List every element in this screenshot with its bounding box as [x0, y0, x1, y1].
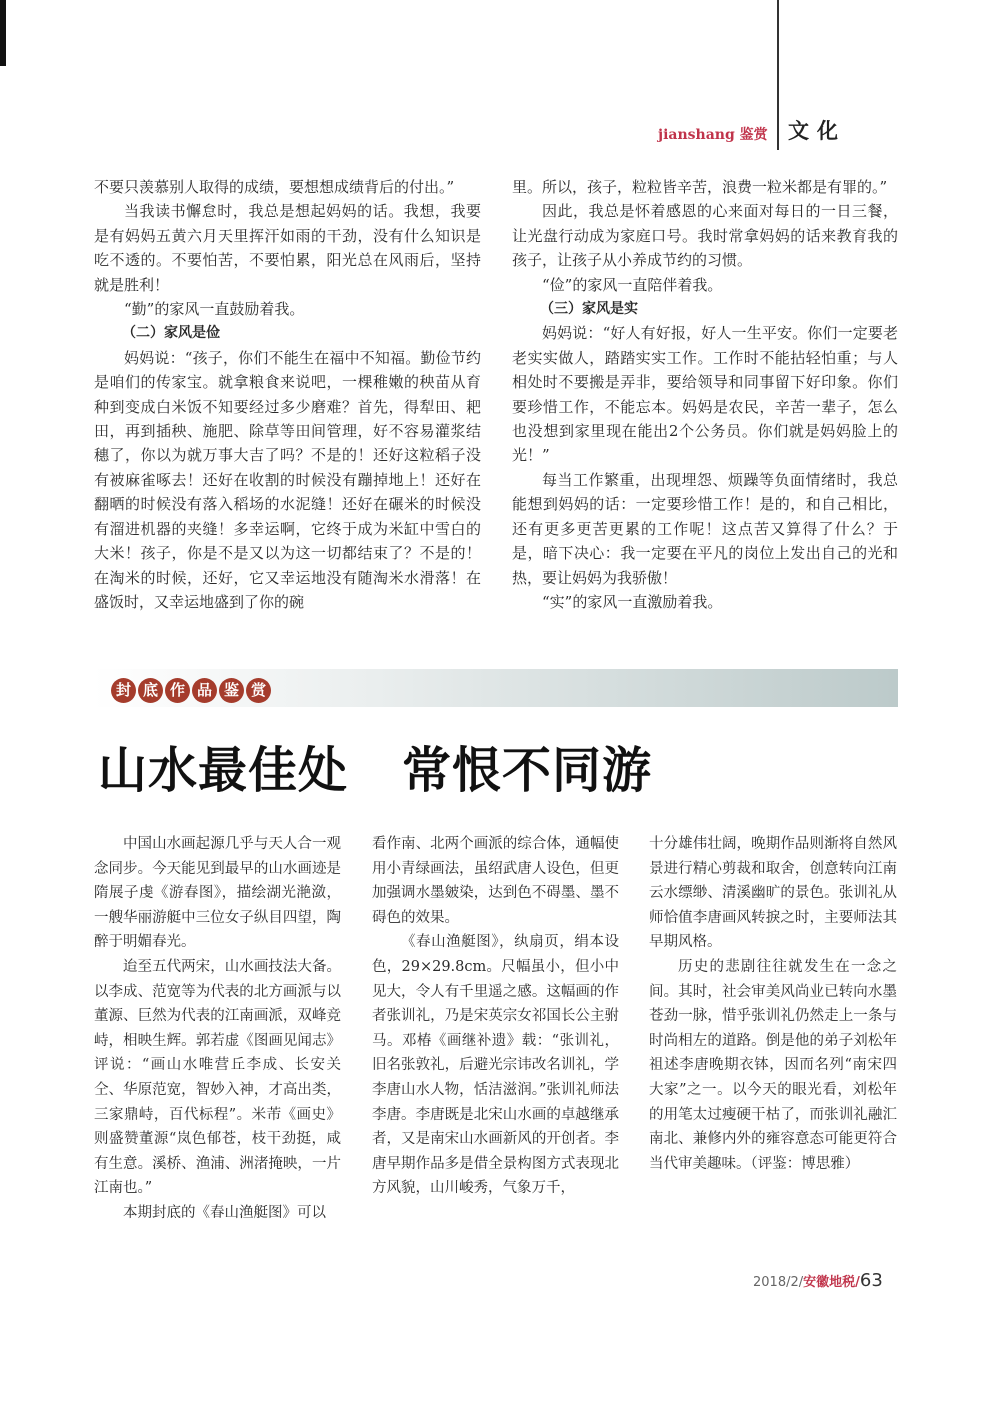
- section-title: 文化: [788, 118, 846, 143]
- banner-char: 品: [192, 678, 217, 703]
- paragraph: 妈妈说：“好人有好报，好人一生平安。你们一定要老老实实做人，踏踏实实工作。工作时不能拈轻怕重；与人相处时不要搬是弄非，要给领导和同事留下好印象。你们要珍惜工作，不能忘本。妈妈是农民，辛苦一辈子，怎么也没想到家里现在能出2个公务员。你们就是妈妈脸上的光！”: [512, 324, 898, 465]
- paragraph: “勤”的家风一直鼓励着我。: [124, 300, 305, 319]
- page-number: 63: [859, 1270, 883, 1291]
- section-subtitle-cn: 鉴赏: [739, 127, 768, 143]
- banner-char: 鉴: [219, 678, 244, 703]
- paragraph: 本期封底的《春山渔艇图》可以: [123, 1204, 326, 1221]
- banner-char: 赏: [246, 678, 271, 703]
- paragraph: 因此，我总是怀着感恩的心来面对每日的一日三餐，让光盘行动成为家庭口号。我时常拿妈妈的话来教育我的孩子，让孩子从小养成节约的习惯。: [512, 202, 898, 270]
- article-column-2: [372, 832, 619, 1201]
- banner-label: [111, 678, 271, 703]
- page-footer: [753, 1270, 883, 1291]
- top-right-column: [512, 175, 898, 614]
- top-left-column: [94, 175, 481, 614]
- paragraph: “俭”的家风一直陪伴着我。: [542, 275, 723, 294]
- article-column-1: [94, 832, 341, 1226]
- title-part-2: 常恨不同游: [402, 742, 653, 799]
- section-subtitle: [658, 124, 768, 144]
- title-part-1: 山水最佳处: [98, 742, 349, 799]
- paragraph: 里。所以，孩子，粒粒皆辛苦，浪费一粒米都是有罪的。”: [512, 178, 888, 196]
- section-subtitle-en: jianshang: [658, 127, 735, 143]
- paragraph: 十分雄伟壮阔，晚期作品则渐将自然风景进行精心剪裁和取舍，创意转向江南云水缥缈、清溪幽旷的景色。张训礼从师恰值李唐画风转捩之时，主要师法其早期风格。: [649, 836, 897, 951]
- paragraph: “实”的家风一直激励着我。: [542, 592, 723, 611]
- paragraph: 每当工作繁重，出现埋怨、烦躁等负面情绪时，我总能想到妈妈的话：一定要珍惜工作！是的，和自己相比，还有更多更苦更累的工作呢！这点苦又算得了什么？于是，暗下决心：我一定要在平凡的岗位上发出自己的光和热，要让妈妈为我骄傲！: [512, 470, 898, 587]
- header-divider: [777, 0, 779, 150]
- subheading: （二）家风是俭: [122, 325, 220, 342]
- issue-date: 2018/2/: [753, 1275, 804, 1290]
- paragraph: 迨至五代两宋，山水画技法大备。以李成、范宽等为代表的北方画派与以董源、巨然为代表的江南画派，双峰竞峙，相映生辉。郭若虚《图画见闻志》评说：“画山水唯营丘李成、长安关仝、华原范宽，智妙入神，才高出类，三家鼎峙，百代标程”。米芾《画史》则盛赞董源“岚色郁苍，枝干劲挺，咸有生意。溪桥、渔浦、洲渚掩映，一片江南也。”: [94, 958, 341, 1197]
- paragraph: 妈妈说：“孩子，你们不能生在福中不知福。勤俭节约是咱们的传家宝。就拿粮食来说吧，一棵稚嫩的秧苗从育种到变成白米饭不知要经过多少磨难？首先，得犁田、耙田，再到插秧、施肥、除草等田间管理，好不容易灌浆结穗了，你以为就万事大吉了吗？不是的！还好这粒稻子没有被麻雀啄去！还好在收割的时候没有蹦掉地上！还好在翻晒的时候没有落入稻场的水泥缝！还好在碾米的时候没有溜进机器的夹缝！多幸运啊，它终于成为米缸中雪白的大米！孩子，你是不是又以为这一切都结束了？不是的！在淘米的时候，还好，它又幸运地没有随淘米水滑落！在盛饭时，又幸运地盛到了你的碗: [94, 348, 481, 611]
- article-title: [98, 732, 652, 802]
- paragraph: 中国山水画起源几乎与天人合一观念同步。今天能见到最早的山水画迹是隋展子虔《游春图》，描绘湖光滟潋，一艘华丽游艇中三位女子纵目四望，陶醉于明媚春光。: [94, 836, 341, 951]
- banner-char: 作: [165, 678, 190, 703]
- paragraph: 看作南、北两个画派的综合体，通幅使用小青绿画法，虽绍武唐人设色，但更加强调水墨皴染，达到色不碍墨、墨不碍色的效果。: [372, 836, 619, 926]
- subheading: （三）家风是实: [540, 301, 638, 318]
- banner-char: 封: [111, 678, 136, 703]
- paragraph: 《春山渔艇图》，纨扇页，绢本设色，29×29.8cm。尺幅虽小，但小中见大，令人有千里遥之感。这幅画的作者张训礼，乃是宋英宗女祁国长公主驸马。邓椿《画继补遗》载：“张训礼，旧名张敦礼，后避光宗讳改名训礼，学李唐山水人物，恬洁滋润。”张训礼师法李唐。李唐既是北宋山水画的卓越继承者，又是南宋山水画新风的开创者。李唐早期作品多是借全景构图方式表现北方风貌，山川峻秀，气象万千，: [372, 934, 619, 1197]
- magazine-name: 安徽地税/: [803, 1275, 860, 1290]
- paragraph: 当我读书懈怠时，我总是想起妈妈的话。我想，我要是有妈妈五黄六月天里挥汗如雨的干劲，没有什么知识是吃不透的。不要怕苦，不要怕累，阳光总在风雨后，坚持就是胜利！: [94, 202, 481, 294]
- article-column-3: [649, 832, 897, 1176]
- page-edge-bar: [0, 0, 6, 66]
- banner-char: 底: [138, 678, 163, 703]
- paragraph: 历史的悲剧往往就发生在一念之间。其时，社会审美风尚业已转向水墨苍劲一脉，惜乎张训礼仍然走上一条与时尚相左的道路。倒是他的弟子刘松年祖述李唐晚期衣钵，因而名列“南宋四大家”之一。以今天的眼光看，刘松年的用笔太过瘦硬干枯了，而张训礼融汇南北、兼修内外的雍容意态可能更符合当代审美趣味。（评鉴：博思雅）: [649, 958, 897, 1172]
- paragraph: 不要只羡慕别人取得的成绩，要想想成绩背后的付出。”: [94, 178, 455, 196]
